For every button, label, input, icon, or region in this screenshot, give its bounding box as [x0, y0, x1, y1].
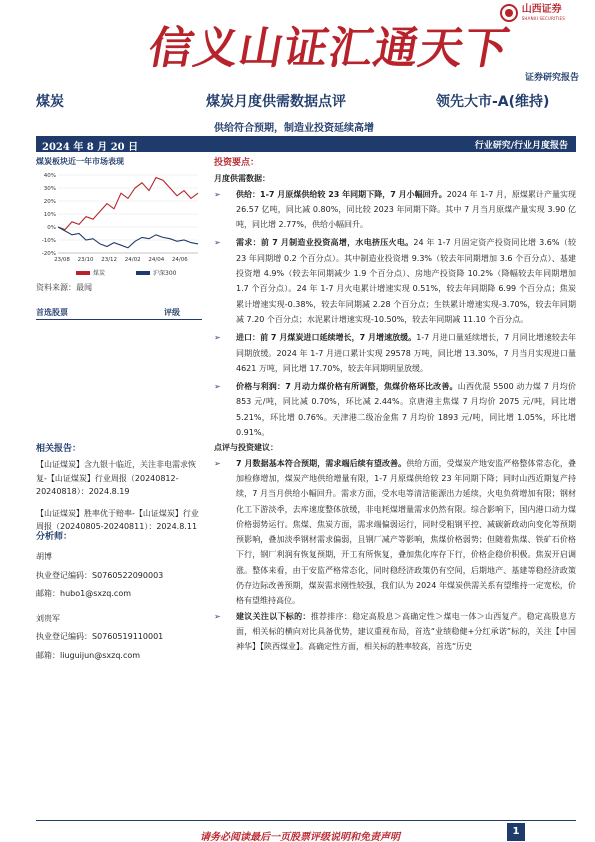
- import-item: [214, 330, 576, 376]
- analyst-name: 胡博: [36, 552, 52, 561]
- related-report-link[interactable]: 【山证煤炭】胜率优于赔率-【山证煤炭】行业周报（20240805-20240811）：2024.8.11: [36, 508, 199, 531]
- attention-heading: 建议关注以下标的：: [236, 611, 311, 621]
- price-body: 山西优混 5500 动力煤 7 月均价 853 元/吨，同比减 0.70%，环比减 2.44%。京唐港主焦煤 7 月均价 2075 元/吨，同比增 5.21%，环比增 0.76%。天津港二级冶金焦 7 月均价 1893 元/吨，同比增 1.05%，环比增 0.91%。: [236, 382, 576, 438]
- x-tick-label: 23/10: [77, 257, 94, 263]
- slogan: 信义山证汇通天下: [144, 23, 514, 74]
- analyst-name: 刘贵军: [36, 613, 60, 623]
- y-tick-label: 10%: [43, 212, 56, 218]
- legend-label: 沪深300: [153, 270, 177, 277]
- footer-disclaimer: 请务必阅读最后一页股票评级说明和免责声明: [200, 832, 400, 842]
- left-column: [36, 156, 202, 285]
- logo-icon: [500, 4, 518, 22]
- analyst-label: 分析师：: [36, 532, 73, 542]
- title-row: [36, 88, 576, 110]
- bullet-icon: ➢: [214, 189, 221, 199]
- key-points-heading: 投资要点：: [214, 158, 260, 168]
- stock-header-name: 首选股票: [36, 308, 68, 317]
- x-tick-label: 23/08: [54, 257, 70, 263]
- price-item: [214, 379, 576, 440]
- market-performance-chart: [36, 171, 202, 281]
- review-heading: 点评与投资建议：: [214, 443, 278, 453]
- related-reports-label: 相关报告：: [36, 444, 82, 454]
- chart-source: 资料来源：最闻: [36, 283, 92, 292]
- report-subtitle: 供给符合预期，制造业投资延续高增: [214, 123, 374, 134]
- y-tick-label: 20%: [43, 199, 56, 205]
- stock-table-header: [36, 306, 202, 320]
- bullet-icon: ➢: [214, 333, 221, 343]
- analyst-cert: 执业登记编码：S0760522090003: [36, 570, 164, 580]
- legend-swatch: [136, 271, 150, 275]
- review-subheading: 7 月数据基本符合预期，需求端后续有望改善。: [236, 458, 407, 468]
- review-item: [214, 456, 576, 609]
- y-tick-label: -20%: [41, 251, 56, 257]
- industry-label: 煤炭: [36, 94, 64, 110]
- legend-swatch: [76, 271, 90, 275]
- company-name-en: SHANXI SECURITIES: [521, 16, 565, 21]
- y-tick-label: 0%: [47, 225, 56, 231]
- legend-label: 煤炭: [93, 270, 106, 277]
- page-number: 1: [507, 823, 525, 841]
- supply-item: [214, 187, 576, 233]
- attention-body: 推荐排序：稳定高股息＞高确定性＞煤电一体＞山西复产。稳定高股息方面，相关标的横向对比具备优势，建议重视布局，首选“业绩稳健+分红承诺”标的，关注【中国神华】【陕西煤业】。高确定性方面，相关标的胜率较高，首选“历史: [236, 611, 576, 652]
- report-title: 煤炭月度供需数据点评: [206, 94, 346, 110]
- header-banner: [0, 0, 595, 84]
- supply-heading: 供给：1-7 月原煤供给较 23 年同期下降，7 月小幅回升。: [236, 189, 447, 199]
- series-line-1: [58, 227, 198, 248]
- x-tick-label: 24/04: [148, 257, 165, 263]
- y-tick-label: 30%: [43, 186, 56, 192]
- analyst-email[interactable]: 邮箱：liuguijun@sxzq.com: [36, 650, 141, 660]
- demand-heading: 需求：前 7 月制造业投资高增，水电挤压火电。: [236, 238, 414, 248]
- attention-item: [214, 609, 576, 655]
- x-tick-label: 24/06: [171, 257, 188, 263]
- analyst-email[interactable]: 邮箱：hubo1@sxzq.com: [36, 589, 132, 598]
- import-body: 1-7 月进口量延续增长，7 月同比增速较去年同期放缓。2024 年 1-7 月进口累计实现 29578 万吨，同比增 13.30%，7 月当月实现进口量 4621 万吨，同比增 17.70%，较去年同期明显放缓。: [236, 333, 576, 373]
- report-category: 行业研究/行业月度报告: [474, 141, 568, 151]
- report-date: 2024 年 8 月 20 日: [42, 142, 139, 153]
- bullet-icon: ➢: [214, 458, 221, 468]
- report-type: 证券研究报告: [524, 73, 579, 83]
- y-tick-label: 40%: [43, 173, 56, 179]
- main-content: [214, 156, 576, 655]
- footer-divider: [36, 820, 576, 821]
- monthly-data-heading: 月度供需数据：: [214, 174, 270, 184]
- company-logo: [500, 4, 565, 22]
- demand-body: 24 年 1-7 月固定资产投资同比增 3.6%（较 23 年同期增 0.2 个百分点）。其中制造业投资增 9.3%（较去年同期增加 3.6 个百分点）、基建投资增 4.9%（较去年同期减少 1.9 个百分点）、房地产投资降 10.2%（降幅较去年同期增加 1.7 个百分点）。24 年 1-7 月火电累计增速实现 0.51%，较去年同期降 6.99 个百分点；焦炭累计增速实现-0.38%，较去年同期减 2.28 个百分点；生铁累计增速实现-3.70%，较去年同期减 7.20 个百分点；水泥累计增速实现-10.50%，较去年同期减 11.10 个百分点。: [236, 238, 576, 324]
- bullet-icon: ➢: [214, 382, 221, 392]
- series-line-0: [58, 178, 198, 230]
- chart-title: 煤炭板块近一年市场表现: [36, 157, 124, 166]
- bullet-icon: ➢: [214, 238, 221, 248]
- stock-header-rating: 评级: [164, 308, 180, 317]
- demand-item: [214, 235, 576, 327]
- price-heading: 价格与利润：7 月动力煤价格有所调整，焦煤价格环比改善。: [236, 382, 458, 392]
- analyst-list: [36, 548, 202, 665]
- review-body: 供给方面，受煤炭产地安监严格整体常态化，叠加检修增加，煤炭产地供给增量有限，1-7 月原煤供给较 23 年同期下降；同时山西近期复产持续，7 月当月供给小幅回升。需求方面，受水电等清洁能源出力延续，火电负荷增加有限；钢材化工下游淡季，去库速度整体放缓，非电耗煤增量需求仍然有限。综合影响下，国内港口动力煤价格弱势运行。焦煤、焦炭方面，需求端偏弱运行，同时受粗钢平控、减碳新政动向变化等预期预影响，叠加淡季钢材需求偏弱，且钢厂减产等影响，焦煤价格弱势；但随着焦煤、铁矿石价格下行，钢厂利润有恢复预期，开工有所恢复，叠加焦化库存下行，价格企稳价积极。焦炭开启调涨。整体来看，由于安监严格常态化，同时稳经济政策仍有空间，后期地产、基建等稳经济政策仍存边际改善预期，煤炭需求刚性较强，我们认为 2024 年煤炭供需关系有望维持一定宽松，价格有望维持高位。: [236, 458, 576, 606]
- bullet-icon: ➢: [214, 611, 221, 621]
- info-bar: [36, 136, 576, 152]
- x-tick-label: 24/02: [124, 257, 141, 263]
- related-report-link[interactable]: 【山证煤炭】含九银十临近，关注非电需求恢复-【山证煤炭】行业周报（20240812-20240818）：2024.8.19: [36, 460, 196, 496]
- analyst-cert: 执业登记编码：S0760519110001: [36, 632, 164, 641]
- company-name-cn: 山西证券: [521, 4, 562, 15]
- supply-body: 2024 年 1-7 月，原煤累计产量实现 26.57 亿吨，同比减 0.80%，同比较 2023 年同期下降。其中 7 月当月原煤产量实现 3.90 亿吨，同比增 2.77%，供给小幅回升。: [236, 189, 576, 230]
- y-tick-label: -10%: [41, 238, 56, 244]
- import-heading: 进口：前 7 月煤炭进口延续增长，7 月增速放缓。: [236, 333, 417, 343]
- rating: 领先大市-A(维持): [436, 94, 550, 110]
- x-tick-label: 23/12: [101, 257, 118, 263]
